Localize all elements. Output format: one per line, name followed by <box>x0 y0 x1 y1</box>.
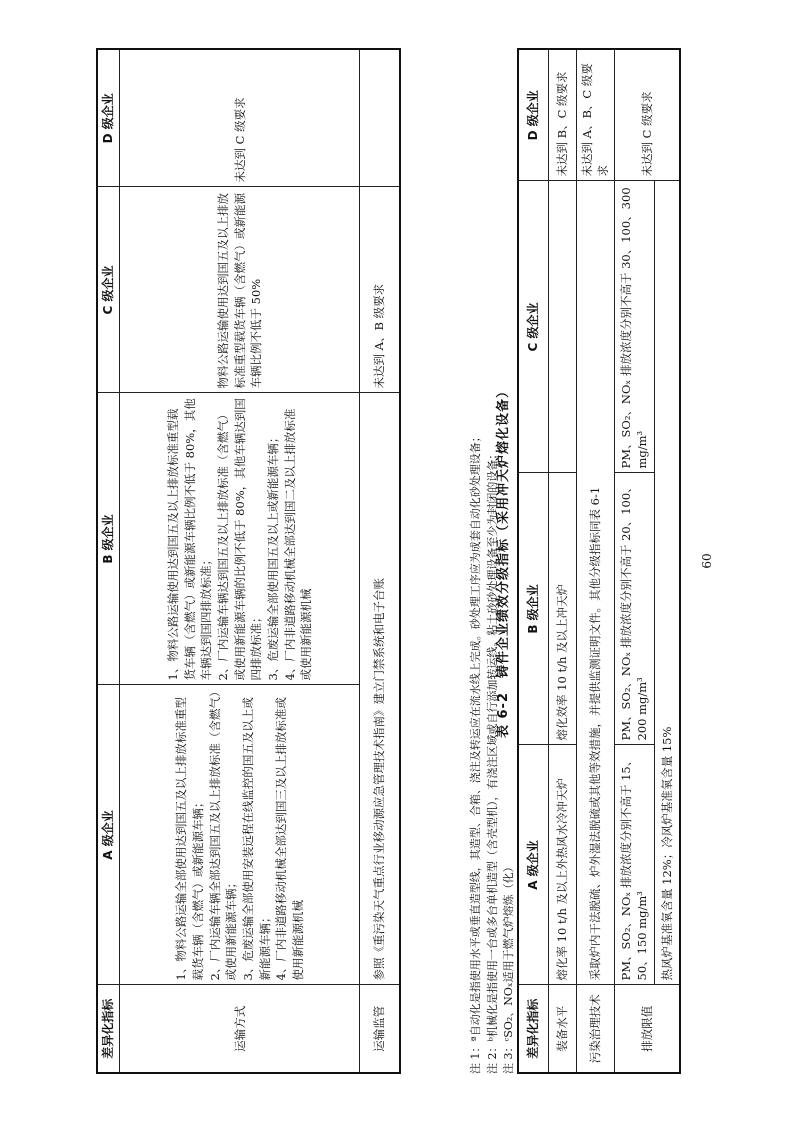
note-2: 注 2：ᵇ机械化是指使用一台或多台单机造型（含壳型机），有浇注区域或自行添加转运线。粘土砂砂处理设备至少为封闭的设备； <box>485 448 499 1074</box>
row-label-monitoring: 运输监管 <box>360 985 400 1073</box>
row-label-equipment: 装备水平 <box>548 985 576 1073</box>
table-row-pollution-control <box>576 49 614 1073</box>
header-indicator: 差异化指标 <box>518 985 548 1073</box>
header-level-c: C 级企业 <box>97 187 120 393</box>
cell-emission-b: PM、SO₂、NOₓ 排放浓度分别不高于 20、100、200 mg/m³ <box>614 473 654 745</box>
cell-transport-b <box>120 393 360 685</box>
row-label-transport: 运输方式 <box>120 985 360 1073</box>
grading-table-transport <box>96 48 401 1074</box>
cell-emission-c: PM、SO₂、NOₓ 排放浓度分别不高于 30、100、300 mg/m³ <box>614 181 654 473</box>
grading-table-cupola <box>517 48 681 1074</box>
list-item: 4、厂内非道路移动机械全部达到国三及以上排放标准或使用新能源机械 <box>274 697 305 981</box>
cell-monitoring-ab: 参照《重污染天气重点行业移动源应急管理技术指南》建立门禁系统和电子台账 <box>360 393 400 985</box>
header-level-a: A 级企业 <box>97 685 120 985</box>
cell-pollution-control-abc: 采取炉内干法脱硫、炉外湿法脱硫或其他等效措施，并提供监测证明文件。其他分级指标同表 6-1 <box>576 181 614 985</box>
header-level-b: B 级企业 <box>518 473 548 745</box>
cell-equipment-b: 熔化效率 10 t/h 及以上冲天炉 <box>548 473 576 745</box>
table-row-transport <box>120 49 360 1073</box>
cell-equipment-a: 熔化率 10 t/h 及以上外热风水冷冲天炉 <box>548 745 576 985</box>
table-row-equipment <box>548 49 576 1073</box>
cell-transport-a <box>120 685 360 985</box>
list-item: 4、厂内非道路移动机械全部达到国二及以上排放标准或使用新能源机械 <box>282 408 314 681</box>
table-row-emission-limits <box>614 49 654 1073</box>
list-item: 2、厂内运输车辆全部达到国五及以上排放标准（含燃气）或使用新能源车辆； <box>207 691 239 981</box>
header-level-d: D 级企业 <box>97 49 120 187</box>
header-indicator: 差异化指标 <box>97 985 120 1073</box>
cell-emission-a: PM、SO₂、NOₓ 排放浓度分别不高于 15、50、150 mg/m³ <box>614 745 654 985</box>
cell-monitoring-d <box>360 49 400 187</box>
table-row-monitoring <box>360 49 400 1073</box>
row-label-emission-limits: 排放限值 <box>614 985 680 1073</box>
note-3: 注 3：ᶜSO₂、NOₓ适用于燃气炉熔炼（化） <box>502 861 515 1074</box>
cell-monitoring-c: 未达到 A、B 级要求 <box>360 187 400 393</box>
list-item: 2、厂内运输车辆达到国五及以上排放标准（含燃气）或使用新能源车辆的比例不低于 80%，其他车辆达到国四排放标准； <box>215 398 264 681</box>
list-item: 1、物料公路运输全部使用达到国五及以上排放标准重型载货车辆（含燃气）或新能源车辆； <box>174 697 205 981</box>
cell-equipment-c <box>548 181 576 473</box>
cell-transport-c: 物料公路运输使用达到国五及以上排放标准重型载货车辆（含燃气）或新能源车辆比例不低于 50% <box>120 187 360 393</box>
page-number: 60 <box>700 553 714 569</box>
table-header-row <box>97 49 120 1073</box>
header-level-a: A 级企业 <box>518 745 548 985</box>
note-1: 注 1：ª自动化是指使用水平或垂直造型线，其造型、合箱、浇注及转运应在流水线上完成。砂处理工序应为成套自动化砂处理设备； <box>469 431 482 1074</box>
header-level-d: D 级企业 <box>518 49 548 181</box>
list-item: 3、危废运输全部使用安装远程在线监控的国五及以上或新能源车辆； <box>240 697 272 981</box>
cell-emission-d: 未达到 C 级要求 <box>614 49 680 181</box>
list-item: 3、危废运输全部使用国五及以上或新能源车辆； <box>265 431 280 681</box>
header-level-b: B 级企业 <box>97 393 120 685</box>
cell-emission-note: 热风炉基准氧含量 12%；冷风炉基准氧含量 15% <box>654 181 680 985</box>
header-level-c: C 级企业 <box>518 181 548 473</box>
cell-transport-d: 未达到 C 级要求 <box>120 49 360 187</box>
table-row-emission-note <box>654 49 680 1073</box>
cell-pollution-control-d: 未达到 A、B、C 级要求 <box>576 49 614 181</box>
table-title: 表 6-2 铸件企业绩效分级指标（采用冲天炉熔化设备） <box>496 384 511 739</box>
table-header-row <box>518 49 548 1073</box>
row-label-pollution-control: 污染治理技术 <box>576 985 614 1073</box>
list-item: 1、物料公路运输使用达到国五及以上排放标准重型载货车辆（含燃气）或新能源车辆比例不低于 80%，其他车辆达到国四排放标准； <box>165 398 214 681</box>
cell-equipment-d: 未达到 B、C 级要求 <box>548 49 576 181</box>
